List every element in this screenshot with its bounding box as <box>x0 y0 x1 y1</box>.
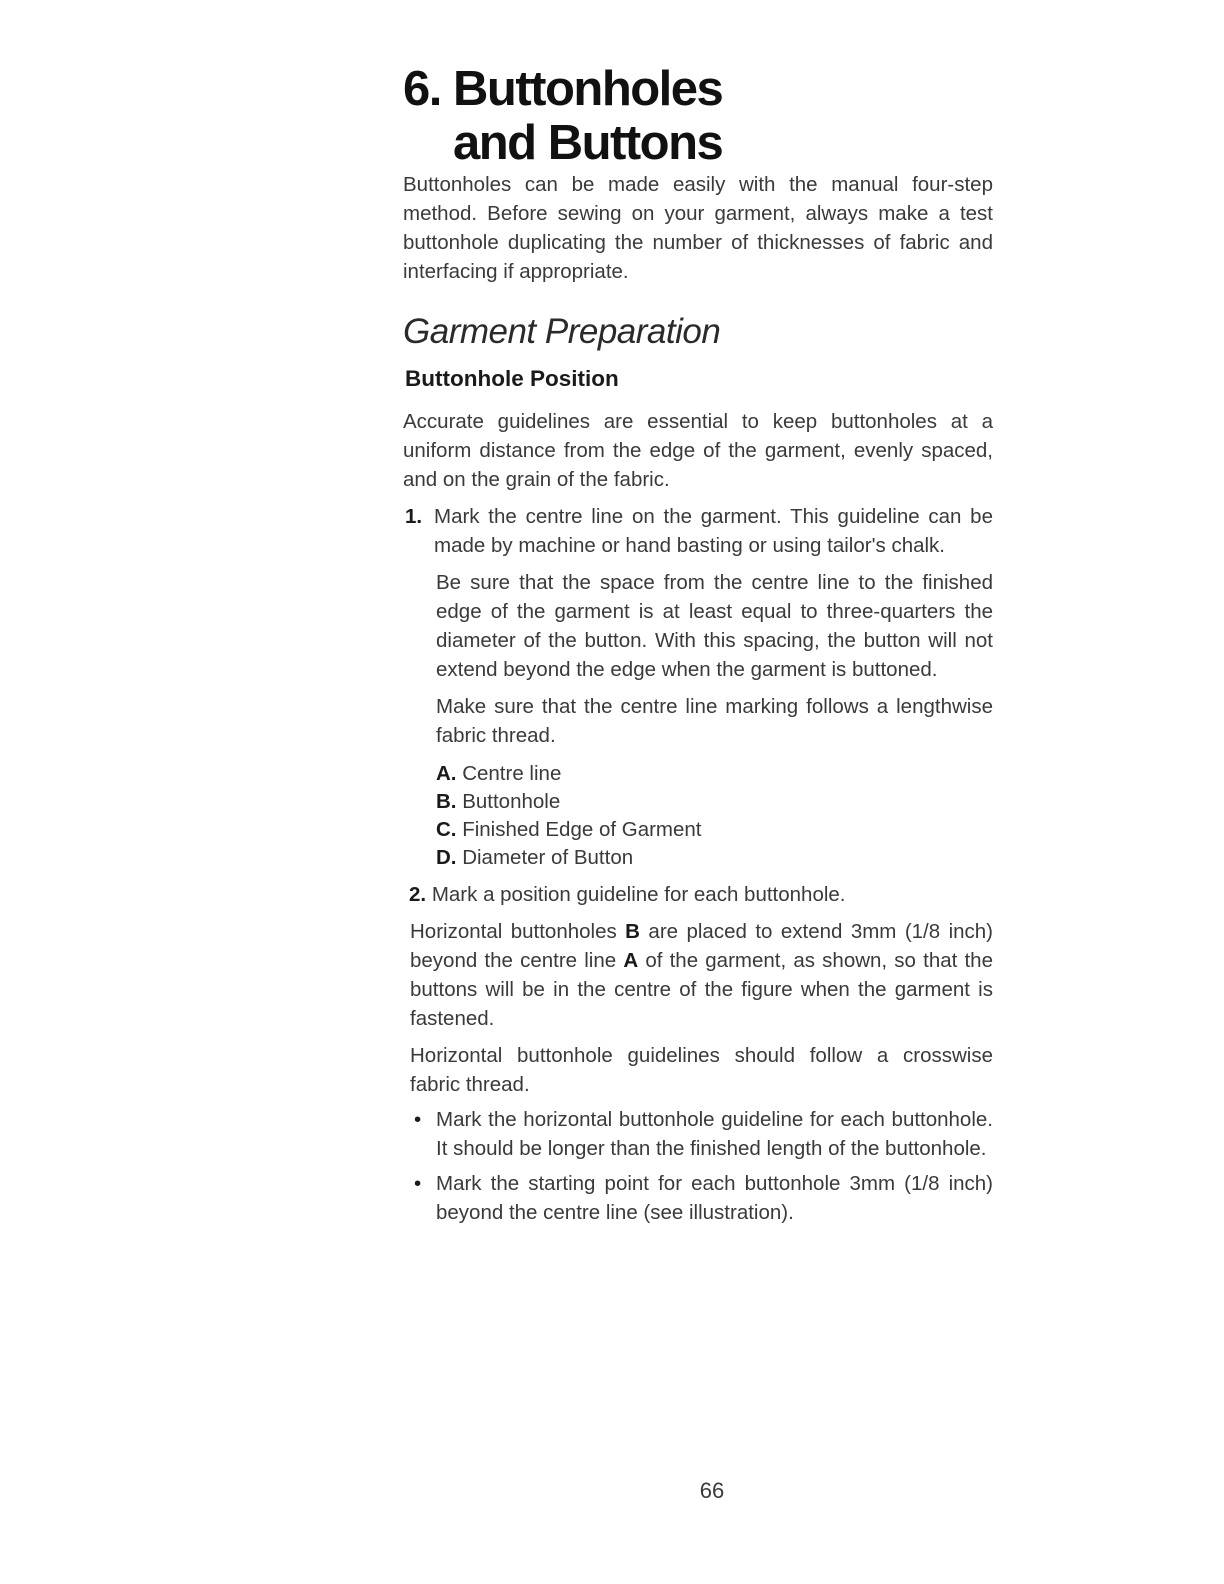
step-2-number: 2. <box>409 883 427 906</box>
horizontal-buttonholes-paragraph <box>403 917 993 1033</box>
legend-label: Buttonhole <box>462 790 561 813</box>
bullet-text: Mark the starting point for each buttonhole 3mm (1/8 inch) beyond the centre line (see illustration). <box>436 1172 993 1224</box>
list-item <box>410 1169 993 1227</box>
legend-item <box>436 760 993 788</box>
step-1 <box>403 502 993 560</box>
bullet-icon: • <box>414 1108 422 1131</box>
legend-item <box>436 788 993 816</box>
chapter-title <box>403 62 993 170</box>
chapter-title-line1: Buttonholes <box>453 62 723 116</box>
legend-label: Finished Edge of Garment <box>462 818 702 841</box>
chapter-title-line2: and Buttons <box>453 116 723 170</box>
letter-a: A <box>623 949 639 972</box>
step-1-spacing-note: Be sure that the space from the centre line to the finished edge of the garment is at least equal to three-quarters the diameter of the button. With this spacing, the button will not extend beyond the edge when the garment is buttoned. <box>436 571 993 681</box>
list-item <box>410 1105 993 1163</box>
legend-key: B. <box>436 790 457 813</box>
legend-label: Centre line <box>462 762 562 785</box>
section-title: Garment Preparation <box>403 312 721 351</box>
step-1-text: Mark the centre line on the garment. This guideline can be made by machine or hand basting or using tailor's chalk. <box>434 505 993 557</box>
text-part: are placed to extend 3mm (1/8 inch) beyond the centre line <box>410 920 994 972</box>
subsection-title: Buttonhole Position <box>405 366 619 391</box>
manual-page <box>403 62 993 1233</box>
letter-b: B <box>625 920 640 943</box>
legend-item <box>436 844 993 872</box>
bullet-text: Mark the horizontal buttonhole guideline for each buttonhole. It should be longer than the finished length of the buttonhole. <box>436 1108 993 1160</box>
illustration-legend <box>403 760 993 872</box>
bullet-list <box>403 1105 993 1227</box>
page-number-text: 66 <box>699 1478 725 1503</box>
accurate-paragraph: Accurate guidelines are essential to keep buttonholes at a uniform distance from the edge of the garment, evenly spaced, and on the grain of the fabric. <box>403 410 993 491</box>
legend-item <box>436 816 993 844</box>
intro-paragraph: Buttonholes can be made easily with the manual four-step method. Before sewing on your garment, always make a test buttonhole duplicating the number of thicknesses of fabric and interfacing if appropriate. <box>403 173 993 283</box>
step-2-text: Mark a position guideline for each buttonhole. <box>431 883 846 906</box>
legend-label: Diameter of Button <box>462 846 634 869</box>
page-number <box>0 1478 1224 1504</box>
step-2 <box>403 880 993 909</box>
text-part: Horizontal buttonholes <box>410 920 626 943</box>
step-1-number: 1. <box>405 505 423 528</box>
guidelines-paragraph: Horizontal buttonhole guidelines should follow a crosswise fabric thread. <box>410 1044 993 1096</box>
legend-key: C. <box>436 818 457 841</box>
bullet-icon: • <box>414 1172 422 1195</box>
legend-key: D. <box>436 846 457 869</box>
chapter-number: 6. <box>403 62 441 116</box>
legend-key: A. <box>436 762 457 785</box>
step-1-grain-note: Make sure that the centre line marking follows a lengthwise fabric thread. <box>436 695 993 747</box>
text-part: of the garment, as shown, so that the buttons will be in the centre of the figure when the garment is fastened. <box>410 949 993 1030</box>
